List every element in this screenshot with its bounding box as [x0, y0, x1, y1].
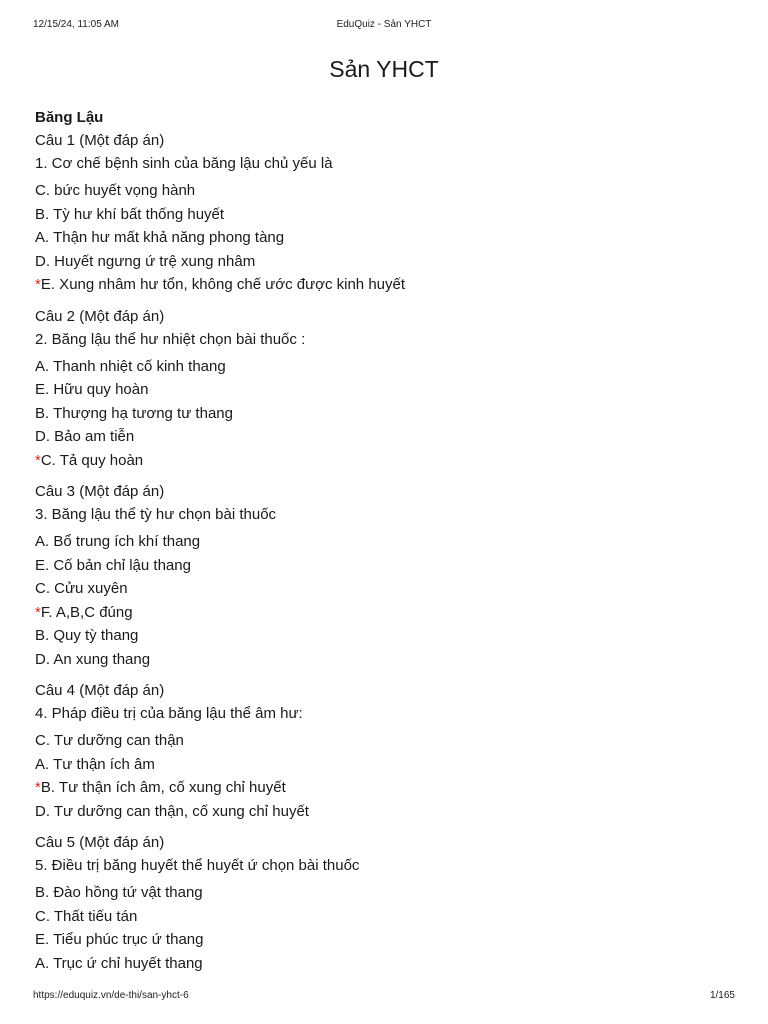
answer-option-text: A. Thận hư mất khả năng phong tàng [35, 229, 285, 246]
answer-option [35, 881, 733, 905]
question-type-label: Câu 4 (Một đáp án) [35, 682, 165, 699]
question-text: 2. Băng lậu thể hư nhiệt chọn bài thuốc : [35, 330, 306, 348]
answer-option [35, 449, 733, 473]
answer-option-text: C. bức huyết vọng hành [35, 182, 196, 199]
question-block [35, 831, 733, 975]
answer-option-text: E. Hữu quy hoàn [35, 381, 149, 398]
question-block [35, 305, 733, 473]
answer-option [35, 179, 733, 203]
answer-option-text: D. An xung thang [35, 650, 151, 668]
correct-answer-marker: * [35, 451, 41, 469]
page-title: Sản YHCT [329, 56, 439, 82]
answer-option [35, 250, 733, 274]
answer-option [35, 928, 733, 952]
answer-option [35, 577, 733, 601]
answer-option [35, 402, 733, 426]
question-block [35, 679, 733, 823]
print-url: https://eduquiz.vn/de-thi/san-yhct-6 [33, 990, 189, 1001]
question-type-label: Câu 3 (Một đáp án) [35, 483, 165, 500]
answer-option-text: C. Tư dưỡng can thận [35, 732, 184, 749]
answer-option-text: E. Xung nhâm hư tổn, không chế ước được kinh huyết [40, 276, 406, 293]
answer-option-text: D. Bảo am tiễn [35, 428, 135, 445]
answer-option-text: B. Tư thận ích âm, cố xung chỉ huyết [40, 779, 286, 796]
question-text: 3. Băng lậu thể tỳ hư chọn bài thuốc [35, 506, 277, 523]
answer-option [35, 905, 733, 929]
answer-option-text: F. A,B,C đúng [40, 603, 133, 621]
answer-option-text: C. Thất tiếu tán [35, 907, 138, 925]
answer-option [35, 273, 733, 297]
answer-option [35, 601, 733, 625]
page-number: 1/165 [709, 990, 735, 1001]
answer-option [35, 753, 733, 777]
question-list [35, 129, 733, 975]
quiz-content [35, 106, 733, 983]
answer-option-text: C. Tả quy hoàn [40, 451, 144, 469]
question-text: 4. Pháp điều trị của băng lậu thể âm hư: [35, 705, 303, 722]
answer-option [35, 776, 733, 800]
print-datetime: 12/15/24, 11:05 AM [33, 19, 119, 30]
answer-option [35, 648, 733, 672]
correct-answer-marker: * [35, 603, 41, 621]
answer-option-text: C. Cửu xuyên [35, 580, 128, 597]
answer-option-text: E. Cố bản chỉ lậu thang [35, 556, 191, 574]
answer-option [35, 800, 733, 824]
question-block [35, 480, 733, 671]
section-title: Băng Lậu [35, 109, 104, 126]
answer-option-text: A. Bổ trung ích khí thang [35, 533, 201, 550]
question-type-label: Câu 5 (Một đáp án) [35, 834, 165, 851]
answer-option [35, 530, 733, 554]
print-header [33, 19, 735, 33]
answer-option [35, 226, 733, 250]
answer-option-text: D. Tư dưỡng can thận, cố xung chỉ huyết [35, 802, 309, 820]
answer-option [35, 729, 733, 753]
answer-option-text: B. Đào hồng tứ vật thang [35, 884, 203, 901]
answer-option [35, 554, 733, 578]
answer-option-text: A. Trục ứ chỉ huyết thang [35, 954, 203, 972]
answer-option [35, 203, 733, 227]
print-page-title: EduQuiz - Sản YHCT [336, 19, 432, 30]
correct-answer-marker: * [35, 779, 41, 796]
answer-option [35, 355, 733, 379]
question-type-label: Câu 1 (Một đáp án) [35, 132, 165, 149]
question-block [35, 129, 733, 297]
answer-option-text: A. Tư thận ích âm [35, 755, 155, 773]
answer-option-text: E. Tiểu phúc trục ứ thang [35, 931, 204, 948]
correct-answer-marker: * [35, 276, 41, 293]
answer-option-text: B. Tỳ hư khí bất thống huyết [35, 205, 225, 223]
question-text: 5. Điều trị băng huyết thể huyết ứ chọn bài thuốc [35, 857, 360, 874]
answer-option [35, 624, 733, 648]
question-text: 1. Cơ chế bệnh sinh của băng lậu chủ yếu là [35, 155, 333, 172]
answer-option-text: D. Huyết ngưng ứ trệ xung nhâm [35, 252, 256, 270]
question-type-label: Câu 2 (Một đáp án) [35, 307, 165, 325]
print-footer [33, 990, 735, 1004]
answer-option-text: B. Thượng hạ tương tư thang [35, 404, 233, 422]
answer-option-text: A. Thanh nhiệt cố kinh thang [35, 357, 226, 375]
answer-option [35, 378, 733, 402]
answer-option [35, 425, 733, 449]
answer-option [35, 952, 733, 976]
answer-option-text: B. Quy tỳ thang [35, 627, 139, 644]
